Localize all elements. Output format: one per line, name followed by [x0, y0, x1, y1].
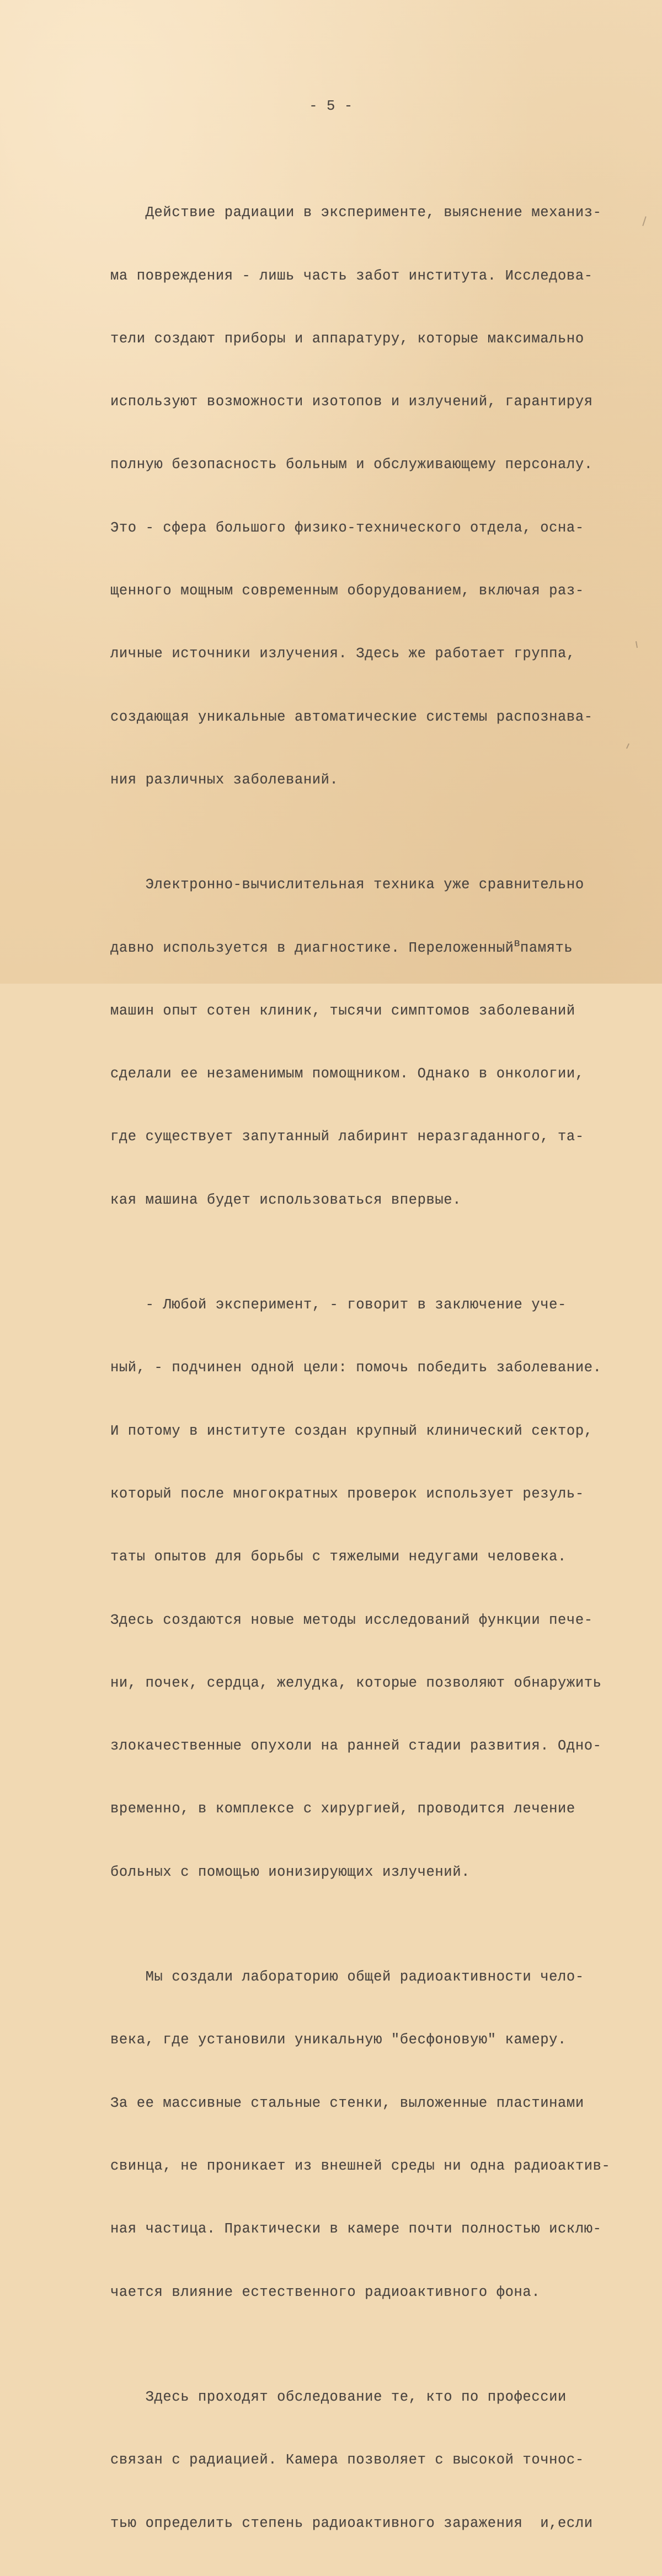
handwritten-insertion: в: [514, 937, 520, 949]
text-line: создающая уникальные автоматические системы распознава-: [110, 709, 593, 725]
text-line: тели создают приборы и аппаратуру, которые максимально: [110, 330, 584, 347]
text-line-with-insertion: [110, 938, 640, 959]
page-number: - 5 -: [309, 98, 353, 114]
paper-mark: [642, 216, 646, 226]
text-line: Это - сфера большого физико-технического отдела, осна-: [110, 519, 584, 536]
text-line: временно, в комплексе с хирургией, проводится лечение: [110, 1801, 575, 1817]
text-line: полную безопасность больным и обслуживающему персоналу.: [110, 457, 593, 473]
text-line: злокачественные опухоли на ранней стадии развития. Одно-: [110, 1738, 602, 1754]
text-line: Электронно-вычислительная техника уже сравнительно: [110, 877, 584, 893]
text-line: За ее массивные стальные стенки, выложенные пластинами: [110, 2095, 584, 2111]
text-fragment: память: [520, 940, 573, 956]
text-line: - Любой эксперимент, - говорит в заключение уче-: [110, 1297, 567, 1313]
text-line: где существует запутанный лабиринт неразгаданного, та-: [110, 1129, 584, 1145]
text-line: Мы создали лабораторию общей радиоактивности чело-: [110, 1969, 584, 1985]
text-line: связан с радиацией. Камера позволяет с высокой точнос-: [110, 2452, 584, 2468]
text-line: используют возможности изотопов и излучений, гарантируя: [110, 394, 593, 410]
text-line: таты опытов для борьбы с тяжелыми недугами человека.: [110, 1549, 567, 1565]
text-line: тью определить степень радиоактивного заражения и,если: [110, 2515, 593, 2531]
text-fragment: давно используется в диагностике. Переложенный: [110, 940, 514, 956]
text-line: ный, - подчинен одной цели: помочь победить заболевание.: [110, 1360, 602, 1376]
text-line: сделали ее незаменимым помощником. Однако в онкологии,: [110, 1066, 584, 1082]
text-line: И потому в институте создан крупный клинический сектор,: [110, 1423, 593, 1439]
text-line: века, где установили уникальную "бесфоновую" камеру.: [110, 2032, 567, 2048]
text-line: личные источники излучения. Здесь же работает группа,: [110, 646, 575, 662]
text-line: машин опыт сотен клиник, тысячи симптомов заболеваний: [110, 1002, 575, 1019]
text-line: Здесь проходят обследование те, кто по профессии: [110, 2389, 567, 2406]
text-line: больных с помощью ионизирующих излучений.: [110, 1864, 471, 1880]
text-line: свинца, не проникает из внешней среды ни одна радиоактив-: [110, 2158, 611, 2174]
typed-body-text: [110, 139, 640, 2576]
text-line: который после многократных проверок использует резуль-: [110, 1486, 584, 1502]
text-line: ния различных заболеваний.: [110, 771, 339, 788]
text-line: ная частица. Практически в камере почти полностью исклю-: [110, 2221, 602, 2237]
text-line: щенного мощным современным оборудованием, включая раз-: [110, 582, 584, 599]
text-line: ма повреждения - лишь часть забот института. Исследова-: [110, 267, 593, 284]
text-line: кая машина будет использоваться впервые.: [110, 1192, 462, 1208]
text-line: ни, почек, сердца, желудка, которые позволяют обнаружить: [110, 1675, 602, 1691]
text-line: Здесь создаются новые методы исследований функции пече-: [110, 1612, 593, 1628]
text-line: чается влияние естественного радиоактивного фона.: [110, 2284, 541, 2300]
text-line: Действие радиации в эксперименте, выяснение механиз-: [110, 205, 602, 221]
